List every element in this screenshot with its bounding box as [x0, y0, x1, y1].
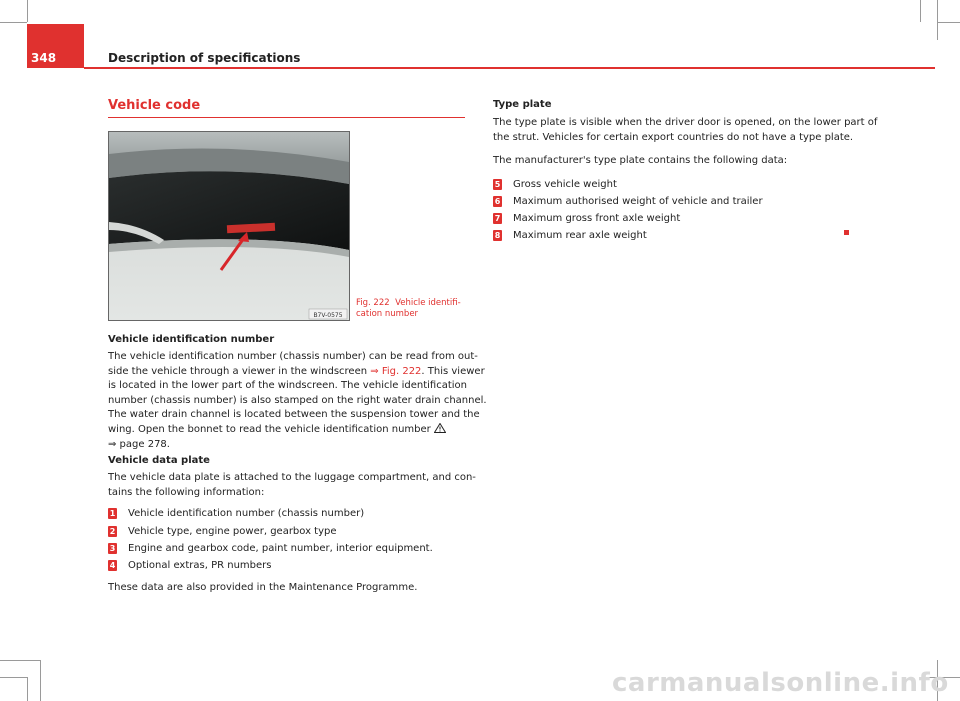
page-tab-top — [27, 24, 84, 48]
item-text: Maximum rear axle weight — [513, 230, 647, 241]
header-rule — [84, 67, 935, 69]
item-number: 7 — [494, 214, 501, 223]
crop-mark — [937, 0, 938, 40]
text-line: is located in the lower part of the windscreen. The vehicle identification — [108, 380, 467, 392]
figure-link[interactable]: ⇒ Fig. 222 — [370, 365, 422, 377]
item-number: 6 — [494, 197, 501, 206]
text-line: number (chassis number) is also stamped on the right water drain channel. — [108, 394, 487, 406]
page-link[interactable]: ⇒ page 278. — [108, 438, 170, 450]
windscreen-figure — [108, 131, 350, 321]
item-number: 1 — [109, 509, 116, 518]
crop-mark — [937, 22, 960, 23]
crop-mark — [0, 677, 27, 678]
item-text: Vehicle identification number (chassis number) — [128, 508, 365, 519]
text-line: The type plate is visible when the driver door is opened, on the lower part of — [493, 117, 878, 128]
item-text: Maximum gross front axle weight — [513, 213, 681, 224]
item-number: 2 — [109, 527, 116, 536]
warning-icon — [434, 423, 446, 433]
closing-text: These data are also provided in the Maintenance Programme. — [108, 582, 418, 593]
item-number: 5 — [494, 180, 501, 189]
vin-viewer-illustration — [109, 132, 349, 320]
crop-mark — [0, 22, 27, 23]
item-number: 4 — [109, 561, 116, 570]
crop-mark — [0, 660, 40, 661]
crop-mark — [27, 677, 28, 701]
manufacturer-text: The manufacturer's type plate contains the following data: — [493, 155, 788, 166]
crop-mark — [27, 0, 28, 22]
end-of-section-mark — [844, 230, 849, 235]
text-line: wing. Open the bonnet to read the vehicle identification number — [108, 423, 431, 435]
type-plate-heading: Type plate — [493, 99, 552, 110]
text-line: The water drain channel is located between the suspension tower and the — [108, 409, 480, 421]
item-text: Optional extras, PR numbers — [128, 560, 272, 571]
item-text: Maximum authorised weight of vehicle and trailer — [513, 196, 763, 207]
figure-label: Fig. 222 — [356, 298, 390, 308]
plate-paragraph — [108, 471, 476, 500]
item-number: 3 — [109, 544, 116, 553]
figure-caption-text: Vehicle identifi- cation number — [356, 298, 461, 319]
item-number: 8 — [494, 231, 501, 240]
crop-mark — [40, 660, 41, 701]
text-line: The vehicle identification number (chassis number) can be read from out- — [108, 351, 478, 362]
item-text: Engine and gearbox code, paint number, interior equipment. — [128, 543, 433, 554]
type-plate-paragraph — [493, 116, 878, 145]
page-header — [27, 48, 935, 68]
plate-heading: Vehicle data plate — [108, 455, 210, 466]
text-line: tains the following information: — [108, 486, 265, 498]
page-number: 348 — [27, 48, 84, 68]
figure-caption — [356, 298, 466, 320]
text-line: The vehicle data plate is attached to the luggage compartment, and con- — [108, 472, 476, 483]
chapter-title: Description of specifications — [108, 51, 301, 65]
vin-heading: Vehicle identification number — [108, 334, 275, 345]
text-line: the strut. Vehicles for certain export countries do not have a type plate. — [493, 131, 854, 143]
crop-mark — [920, 0, 921, 22]
watermark: carmanualsonline.info — [612, 668, 949, 698]
text-line: . This viewer — [421, 365, 485, 377]
figure-code: B7V-0575 — [313, 312, 343, 319]
vin-paragraph — [108, 350, 487, 452]
text-line: side the vehicle through a viewer in the windscreen — [108, 365, 368, 377]
section-title: Vehicle code — [108, 98, 201, 113]
item-text: Vehicle type, engine power, gearbox type — [128, 526, 337, 537]
item-text: Gross vehicle weight — [513, 179, 617, 190]
section-rule — [108, 117, 465, 118]
